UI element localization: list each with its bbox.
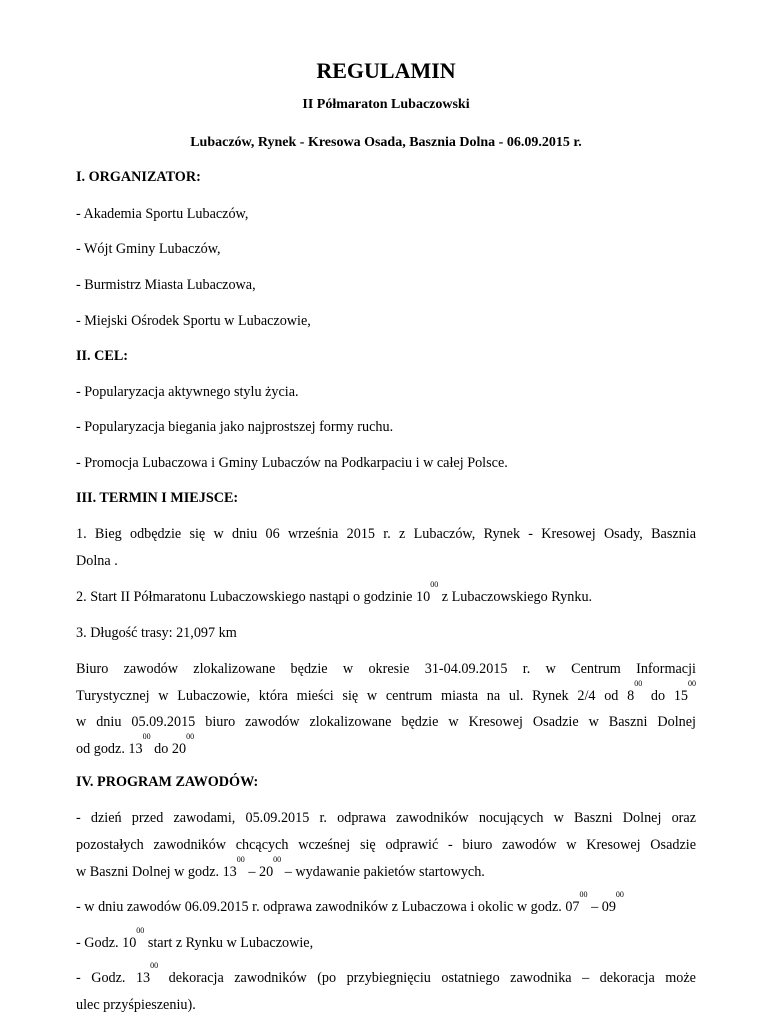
program-item: - w dniu zawodów 06.09.2015 r. odprawa zawodników z Lubaczowa i okolic w godz. $07^{00} - 09^{00}$ <box>76 890 624 915</box>
organizer-item: - Akademia Sportu Lubaczów, <box>76 206 249 222</box>
route-length: 3. Długość trasy: 21,097 km <box>76 625 237 641</box>
section-goal-heading: II. CEL: <box>76 348 129 364</box>
program-item-end: w Baszni Dolnej w godz. $13^{00} - 20^{00}$ – wydawanie pakietów startowych. <box>76 855 485 880</box>
organizer-item: - Miejski Ośrodek Sportu w Lubaczowie, <box>76 313 311 329</box>
goal-item: - Promocja Lubaczowa i Gminy Lubaczów na Podkarpaciu i w całej Polsce. <box>76 455 508 471</box>
race-office-paragraph: Turystycznej w Lubaczowie, która mieści się w centrum miasta na ul. Rynek 2/4 od $8^{00}$ do $15^{00}$ <box>76 679 696 704</box>
date-place-paragraph: 1. Bieg odbędzie się w dniu 06 września 2015 r. z Lubaczów, Rynek - Kresowej Osady, Basznia <box>76 526 696 542</box>
program-item-end: ulec przyśpieszeniu). <box>76 997 196 1013</box>
start-time-paragraph: 2. Start II Półmaratonu Lubaczowskiego nastąpi o godzinie $10^{00}$ z Lubaczowskiego Rynku. <box>76 580 593 605</box>
section-program-heading: IV. PROGRAM ZAWODÓW: <box>76 774 259 790</box>
program-item: - dzień przed zawodami, 05.09.2015 r. odprawa zawodników nocujących w Baszni Dolnej oraz <box>76 810 696 826</box>
race-office-paragraph: w dniu 05.09.2015 biuro zawodów zlokalizowane będzie w Kresowej Osadzie w Baszni Dolnej <box>76 714 696 730</box>
section-date-place-heading: III. TERMIN I MIEJSCE: <box>76 490 239 506</box>
document-title: REGULAMIN <box>316 58 456 83</box>
organizer-item: - Wójt Gminy Lubaczów, <box>76 241 221 257</box>
section-organizer-heading: I. ORGANIZATOR: <box>76 169 201 185</box>
goal-item: - Popularyzacja aktywnego stylu życia. <box>76 384 299 400</box>
race-office-paragraph-end: od godz. $13^{00}$ do $20^{00}$ <box>76 732 195 757</box>
program-item: - Godz. $10^{00}$ start z Rynku w Lubaczowie, <box>76 926 314 951</box>
program-item: pozostałych zawodników chcących wcześnej się odprawić - biuro zawodów w Kresowej Osadzie <box>76 837 696 853</box>
date-place-paragraph-end: Dolna . <box>76 553 118 569</box>
event-location-date: Lubaczów, Rynek - Kresowa Osada, Basznia Dolna - 06.09.2015 r. <box>190 135 582 150</box>
event-name: II Półmaraton Lubaczowski <box>302 97 470 112</box>
goal-item: - Popularyzacja biegania jako najprostszej formy ruchu. <box>76 419 394 435</box>
program-item: - Godz. $13^{00}$ dekoracja zawodników (po przybiegnięciu ostatniego zawodnika – dekoracja może <box>76 961 696 986</box>
race-office-paragraph: Biuro zawodów zlokalizowane będzie w okresie 31-04.09.2015 r. w Centrum Informacji <box>76 661 696 677</box>
organizer-item: - Burmistrz Miasta Lubaczowa, <box>76 277 256 293</box>
